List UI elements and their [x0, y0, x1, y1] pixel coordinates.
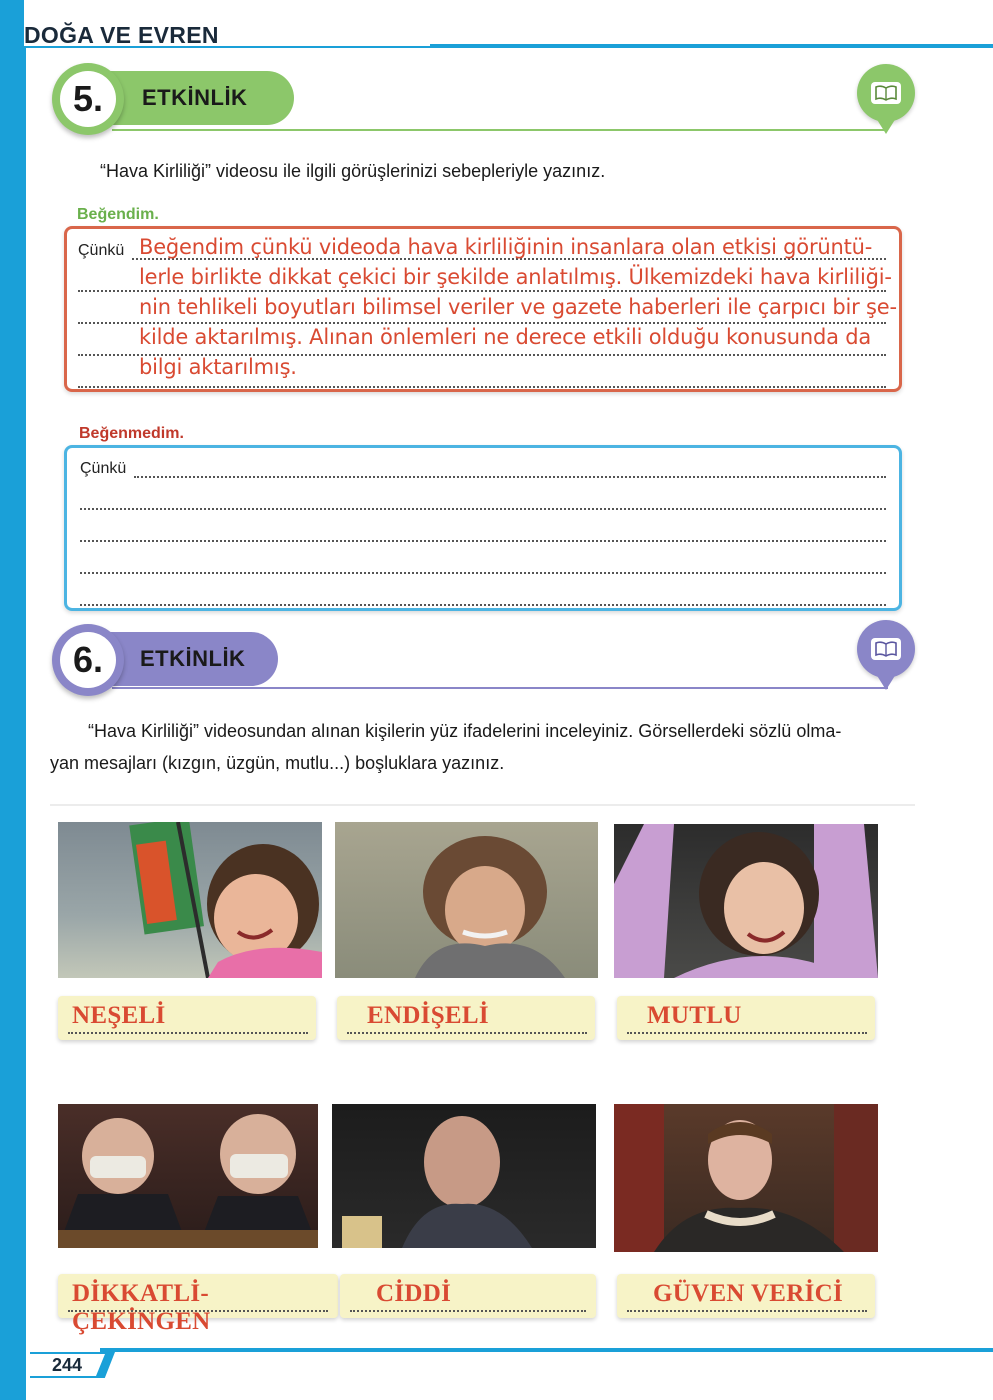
photo-worried-woman	[335, 822, 598, 978]
liked-answer-text	[139, 232, 901, 382]
answer-strip-5	[340, 1274, 596, 1318]
answer-word: CİDDİ	[376, 1280, 452, 1307]
photo-confident-man	[614, 1104, 878, 1252]
instruction-line-1: “Hava Kirliliği” videosundan alınan kişilerin yüz ifadelerini inceleyiniz. Görsellerdeki sözlü olma-	[88, 721, 842, 741]
photo-serious-man	[332, 1104, 596, 1248]
answer-line	[80, 508, 886, 510]
answer-strip-1	[58, 996, 316, 1040]
answer-word: GÜVEN VERİCİ	[653, 1280, 843, 1307]
section-title: DOĞA VE EVREN	[24, 22, 219, 48]
activity-5-book-pin	[857, 64, 915, 140]
page-number: 244	[52, 1355, 83, 1375]
answer-strip-4	[58, 1274, 338, 1335]
photo-strip-rule	[50, 804, 915, 806]
pin-tail	[876, 674, 896, 690]
answer-line	[134, 476, 886, 478]
left-margin-bar	[0, 0, 26, 1400]
activity-5-number-badge	[52, 63, 124, 135]
activity-5-instruction: “Hava Kirliliği” videosu ile ilgili görüşlerinizi sebepleriyle yazınız.	[100, 161, 606, 181]
header-rule	[430, 44, 993, 48]
answer-dots	[347, 1032, 587, 1034]
answer-dots	[68, 1032, 308, 1034]
answer-dots	[627, 1032, 867, 1034]
answer-line	[80, 572, 886, 574]
disliked-cunku-label: Çünkü	[80, 460, 127, 477]
activity-5-header	[52, 63, 888, 133]
answer-strip-6	[617, 1274, 875, 1318]
liked-label: Beğendim.	[77, 206, 159, 223]
activity-6-rule	[112, 687, 888, 689]
activity-6-title: ETKİNLİK	[140, 646, 246, 671]
answer-line	[78, 386, 886, 388]
answer-line	[80, 604, 886, 606]
answer-dots	[68, 1310, 328, 1312]
activity-6-header	[52, 624, 888, 694]
activity-6-number: 6.	[60, 632, 116, 688]
answer-text-line: Beğendim çünkü videoda hava kirliliğinin insanlara olan etkisi görüntü-	[139, 235, 873, 259]
answer-text-line: lerle birlikte dikkat çekici bir şekilde anlatılmış. Ülkemizdeki hava kirliliği-	[139, 265, 892, 289]
book-icon	[857, 620, 915, 678]
activity-6-number-badge	[52, 624, 124, 696]
liked-cunku-label: Çünkü	[78, 242, 125, 259]
photo-happy-woman	[614, 824, 878, 978]
activity-6-instruction	[50, 715, 930, 779]
answer-word: ENDİŞELİ	[367, 1002, 489, 1029]
instruction-line-2: yan mesajları (kızgın, üzgün, mutlu...) boşluklara yazınız.	[50, 753, 505, 773]
answer-strip-2	[337, 996, 595, 1040]
photo-children-masks	[58, 1104, 318, 1248]
activity-5-title: ETKİNLİK	[142, 85, 248, 110]
answer-dots	[627, 1310, 867, 1312]
answer-text-line: kilde aktarılmış. Alınan önlemleri ne derece etkili olduğu konusunda da	[139, 325, 872, 349]
answer-line	[80, 540, 886, 542]
answer-text-line: nin tehlikeli boyutları bilimsel veriler ve gazete haberleri ile çarpıcı bir şe-	[139, 295, 897, 319]
answer-text-line: bilgi aktarılmış.	[139, 355, 297, 379]
pin-tail	[876, 118, 896, 134]
activity-5-rule	[112, 129, 888, 131]
book-icon	[857, 64, 915, 122]
answer-word: NEŞELİ	[72, 1002, 166, 1029]
footer-rule	[100, 1348, 993, 1352]
answer-word: MUTLU	[647, 1002, 742, 1029]
disliked-label: Beğenmedim.	[79, 425, 184, 442]
activity-5-number: 5.	[60, 71, 116, 127]
photo-laughing-girl	[58, 822, 322, 978]
answer-strip-3	[617, 996, 875, 1040]
disliked-answer-box	[64, 445, 902, 611]
answer-dots	[350, 1310, 586, 1312]
activity-6-book-pin	[857, 620, 915, 696]
answer-word: DİKKATLİ-ÇEKİNGEN	[72, 1280, 211, 1335]
